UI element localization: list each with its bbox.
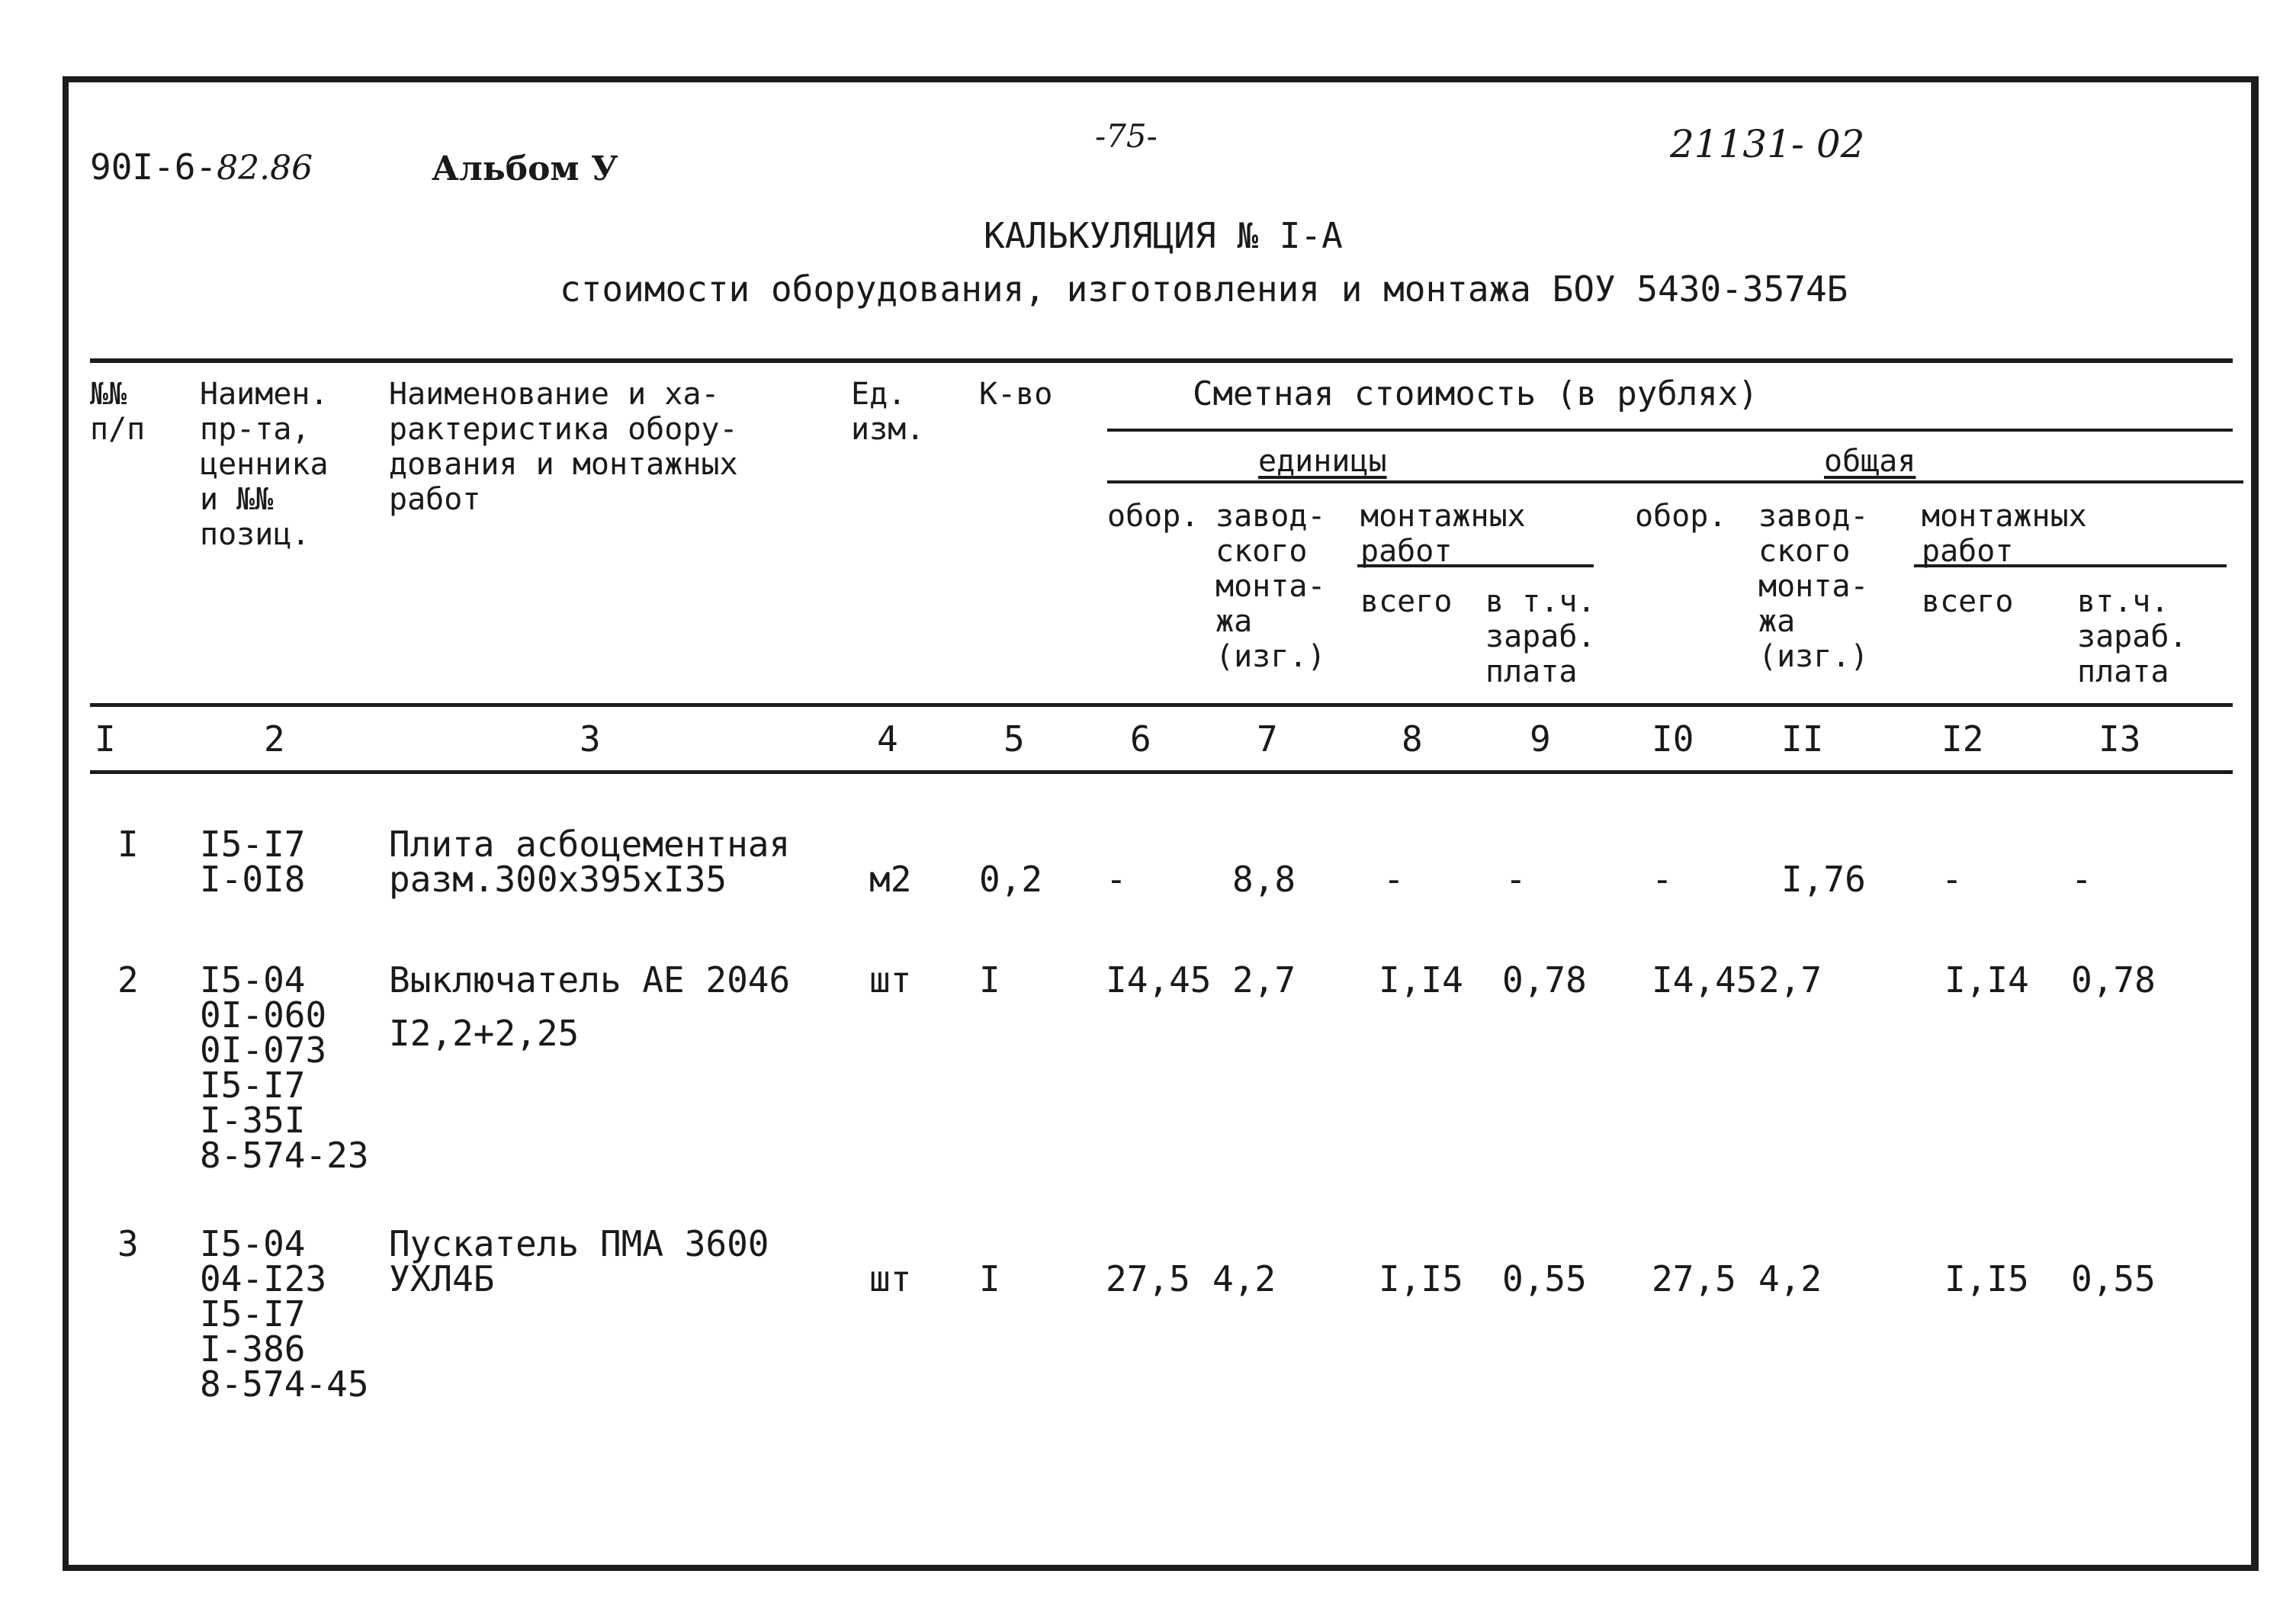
row-code: I5-I7 I-0I8 [200,824,306,900]
col-header-mount: монтажных работ [1360,499,1526,569]
row-c6: - [1106,859,1127,900]
col-number-8: 8 [1402,718,1423,760]
row-unit: м2 [869,859,912,900]
col-header-factory: завод- ского монта- жа (изг.) [1215,499,1326,674]
row-c10: 27,5 [1652,1258,1736,1299]
col-header-mount-wage-2: вт.ч. зараб. плата [2077,584,2188,689]
document-subtitle: стоимости оборудования, изготовления и монтажа БОУ 5430-3574Б [560,268,1848,310]
drawing-code: 21131- 02 [1670,122,1865,166]
row-qty: I [979,1258,1000,1299]
row-name: Плита асбоцементная разм.300х395хI35 [389,824,791,900]
col-header-mount-total: всего [1360,584,1453,619]
row-c9: - [1505,859,1527,900]
col-header-total-group: общая [1824,444,1916,479]
col-number-1: I [95,718,116,760]
row-name: Пускатель ПМА 3600 УХЛ4Б [389,1223,769,1299]
col-number-12: I2 [1941,718,1984,760]
row-c13: 0,78 [2071,959,2156,1001]
col-header-equip: обор. [1107,499,1199,534]
row-c6: 27,5 [1106,1258,1190,1299]
col-header-cost-group: Сметная стоимость (в рублях) [1193,374,1758,413]
row-num: I [117,824,139,865]
row-num: 3 [117,1223,139,1264]
col-number-6: 6 [1130,718,1151,760]
row-c8: I,I4 [1379,959,1463,1001]
col-header-code: Наимен. пр-та, ценника и №№ позиц. [200,377,329,552]
header-bottom-rule [90,703,2233,707]
row-unit: шт [869,959,912,1001]
row-c11: 2,7 [1758,959,1822,1001]
cost-group-rule [1107,429,2233,432]
doc-code: 90I-6-82.86 [90,146,313,188]
col-header-equip-total: обор. [1635,499,1727,534]
col-header-unit: Ед. изм. [851,377,925,447]
row-c6: I4,45 [1106,959,1212,1001]
col-number-11: II [1781,718,1824,760]
col-number-7: 7 [1257,718,1278,760]
row-c9: 0,55 [1502,1258,1587,1299]
col-number-5: 5 [1003,718,1025,760]
album-label: Альбом У [432,149,618,188]
row-unit: шт [869,1258,912,1299]
col-numbers-rule [90,770,2233,774]
row-name: Выключатель АЕ 2046 [389,959,791,1001]
row-num: 2 [117,959,139,1001]
row-c7: 8,8 [1232,859,1296,900]
col-number-4: 4 [877,718,898,760]
row-c13: - [2071,859,2092,900]
row-code: I5-04 0I-060 0I-073 I5-I7 I-35I 8-574-23 [200,959,369,1176]
col-header-num: №№ п/п [90,377,146,447]
page-number: -75- [1095,117,1158,155]
row-c8: - [1383,859,1405,900]
row-c13: 0,55 [2071,1258,2156,1299]
row-c12: - [1941,859,1963,900]
col-number-13: I3 [2099,718,2141,760]
col-header-qty: К-во [979,377,1053,412]
row-c8: I,I5 [1379,1258,1463,1299]
col-header-mount-group-total: монтажных работ [1922,499,2087,569]
row-c12: I,I4 [1944,959,2029,1001]
document-title: КАЛЬКУЛЯЦИЯ № I-А [984,215,1343,256]
row-c7: 4,2 [1212,1258,1276,1299]
col-number-9: 9 [1530,718,1551,760]
table-top-rule [90,358,2233,363]
row-c7: 2,7 [1232,959,1296,1001]
row-name-extra: I2,2+2,25 [389,1013,580,1054]
col-number-3: 3 [580,718,601,760]
row-c10: I4,45 [1652,959,1758,1001]
row-c11: 4,2 [1758,1258,1822,1299]
row-c11: I,76 [1781,859,1866,900]
row-c10: - [1652,859,1673,900]
col-number-10: I0 [1652,718,1694,760]
row-code: I5-04 04-I23 I5-I7 I-386 8-574-45 [200,1223,369,1405]
row-c9: 0,78 [1502,959,1587,1001]
col-header-unit-group: единицы [1258,444,1387,479]
col-header-factory-total: завод- ского монта- жа (изг.) [1758,499,1869,674]
row-qty: 0,2 [979,859,1043,900]
row-c12: I,I5 [1944,1258,2029,1299]
col-header-mount-wage: в т.ч. зараб. плата [1485,584,1596,689]
row-qty: I [979,959,1000,1001]
col-number-2: 2 [264,718,285,760]
col-header-mount-total-2: всего [1922,584,2014,619]
unit-total-rule [1107,480,2243,483]
col-header-name: Наименование и ха- рактеристика обору- дования и монтажных работ [389,377,738,517]
